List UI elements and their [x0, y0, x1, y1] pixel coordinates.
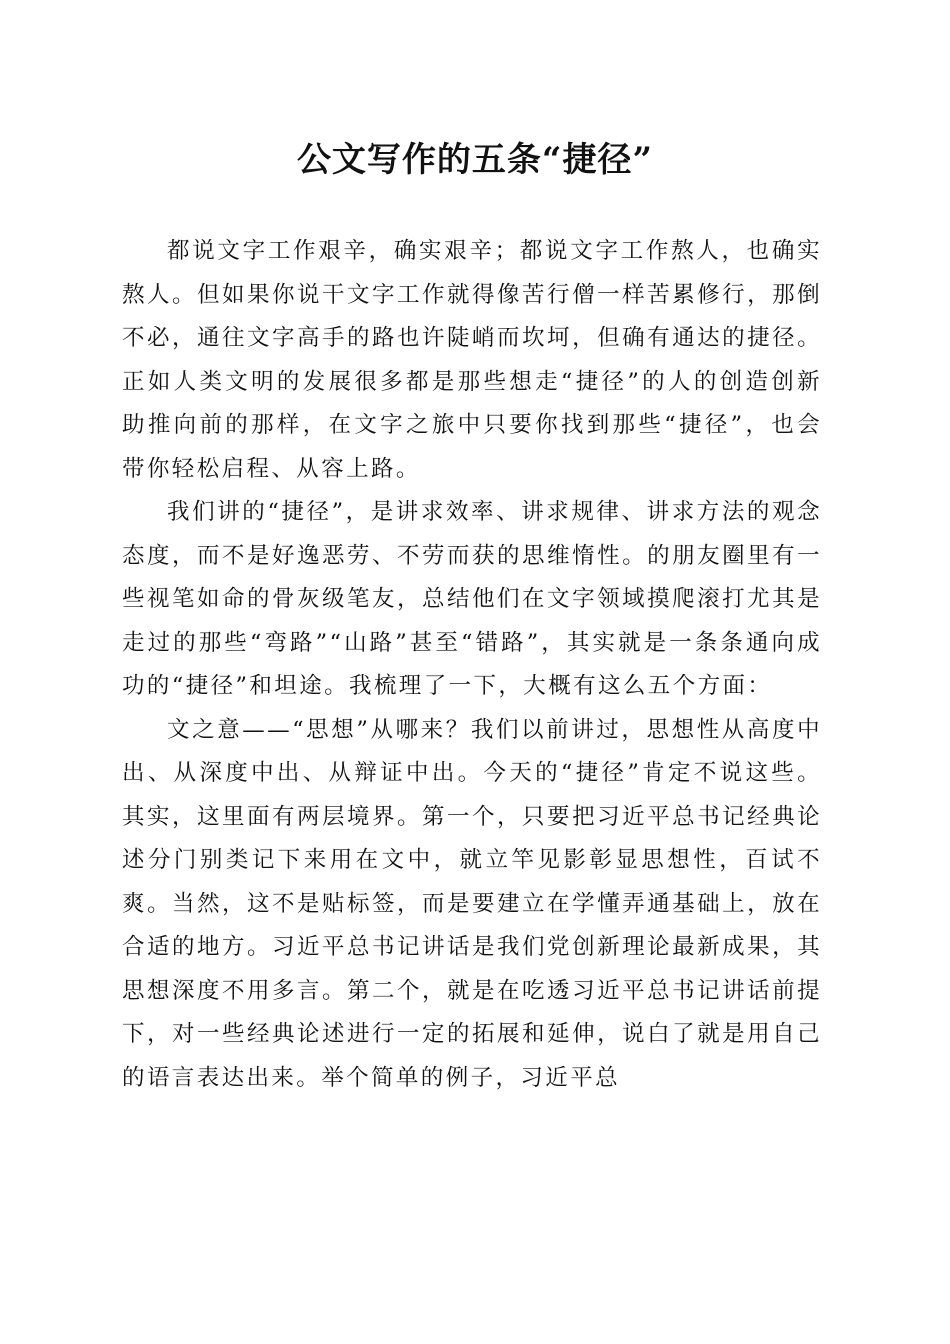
paragraph-shortcut-definition: 我们讲的“捷径”，是讲求效率、讲求规律、讲求方法的观念态度，而不是好逸恶劳、不劳而获的思维惰性。的朋友圈里有一些视笔如命的骨灰级笔友，总结他们在文字领域摸爬滚打尤其是走过的那些“弯路”“山路”甚至“错路”，其实就是一条条通向成功的“捷径”和坦途。我梳理了一下，大概有这么五个方面：: [122, 499, 822, 699]
document-body: [122, 230, 822, 1100]
document-title: 公文写作的五条“捷径”: [296, 140, 654, 180]
paragraph-wen-zhi-yi: 文之意——“思想”从哪来？我们以前讲过，思想性从高度中出、从深度中出、从辩证中出。今天的“捷径”肯定不说这些。其实，这里面有两层境界。第一个，只要把习近平总书记经典论述分门别类记下来用在文中，就立竿见影彰显思想性，百试不爽。当然，这不是贴标签，而是要建立在学懂弄通基础上，放在合适的地方。习近平总书记讲话是我们党创新理论最新成果，其思想深度不用多言。第二个，就是在吃透习近平总书记讲话前提下，对一些经典论述进行一定的拓展和延伸，说白了就是用自己的语言表达出来。举个简单的例子，习近平总: [122, 716, 822, 1091]
paragraph-intro: 都说文字工作艰辛，确实艰辛；都说文字工作熬人，也确实熬人。但如果你说干文字工作就得像苦行僧一样苦累修行，那倒不必，通往文字高手的路也许陡峭而坎坷，但确有通达的捷径。正如人类文明的发展很多都是那些想走“捷径”的人的创造创新助推向前的那样，在文字之旅中只要你找到那些“捷径”，也会带你轻松启程、从容上路。: [122, 238, 822, 482]
